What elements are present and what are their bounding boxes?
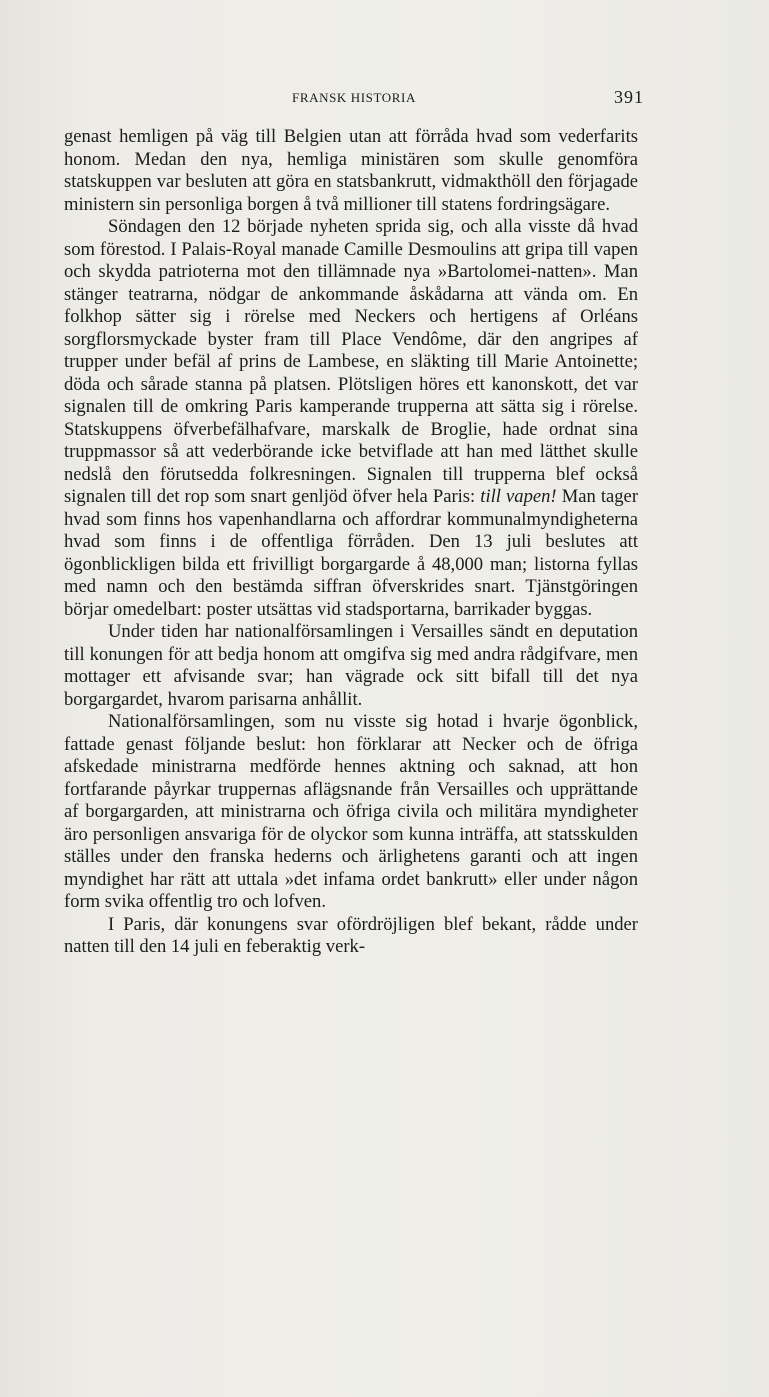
paragraph (64, 621, 638, 711)
text-segment: Söndagen den 12 började nyheten sprida sig, och alla visste då hvad som förestod. I Palais-Royal manade Camille Desmoulins att gripa till vapen och skydda patrioterna mot den tillämnade nya »Bartolomei-natten». Man stänger teatrarna, nödgar de ankommande åskådarna att vända om. En folkhop sätter sig i rörelse med Neckers och hertigens af Orléans sorgflorsmyckade byster fram till Place Vendôme, där den angripes af trupper under befäl af prins de Lambese, en släkting till Marie Antoinette; döda och sårade stanna på platsen. Plötsligen höres ett kanonskott, det var signalen till de omkring Paris kamperande trupperna att sätta sig i rörelse. Statskuppens öfverbefälhafvare, marskalk de Broglie, hade ordnat sina truppmassor så att vederbörande icke betviflade att han med lätthet skulle nedslå den förutsedda folkresningen. Signalen till trupperna blef också signalen till det rop som snart genljöd öfver hela Paris: (64, 216, 638, 507)
text-segment: genast hemligen på väg till Belgien utan att förråda hvad som vederfarits honom. Medan den nya, hemliga ministären som skulle genomföra statskuppen var besluten att göra en statsbankrutt, vidmakthöll den förjagade ministern sin personliga borgen å två millioner till statens fordringsägare. (64, 126, 638, 215)
page-number: 391 (614, 87, 644, 107)
text-segment: Nationalförsamlingen, som nu visste sig hotad i hvarje ögonblick, fattade genast följande beslut: hon förklarar att Necker och de öfriga afskedade ministrarna medförde hennes aktning och saknad, att hon fortfarande påyrkar truppernas aflägsnande från Versailles och upprättande af borgargarden, att ministrarna och öfriga civila och militära myndigheter äro personligen ansvariga för de olyckor som kunna inträffa, att statsskulden ställes under den franska hederns och ärlighetens garanti och att ingen myndighet har rätt att uttala »det infama ordet bankrutt» eller under någon form svika offentlig tro och lofven. (64, 711, 638, 912)
paragraph (64, 914, 638, 959)
body-text (64, 126, 638, 959)
text-segment: I Paris, där konungens svar ofördröjligen blef bekant, rådde under natten till den 14 juli en feberaktig verk- (64, 913, 638, 957)
page-header (64, 88, 644, 112)
running-title: FRANSK HISTORIA (292, 90, 416, 105)
paragraph (64, 216, 638, 621)
italic-phrase: till vapen! (480, 486, 557, 507)
text-segment: Man tager hvad som finns hos vapenhandlarna och affordrar kommunalmyndigheterna hvad som finns i de offentliga förråden. Den 13 juli beslutes att ögonblickligen bilda ett frivilligt borgargarde å 48,000 man; listorna fyllas med namn och den bestämda siffran öfverskrides snart. Tjänstgöringen börjar omedelbart: poster utsättas vid stadsportarna, barrikader byggas. (64, 486, 639, 620)
paragraph (64, 711, 638, 914)
paragraph (64, 126, 638, 216)
text-segment: Under tiden har nationalförsamlingen i Versailles sändt en deputation till konungen för att bedja honom att omgifva sig med andra rådgifvare, men mottager ett afvisande svar; han vägrade ock sitt bifall till det nya borgargardet, hvarom parisarna anhållit. (64, 621, 638, 710)
